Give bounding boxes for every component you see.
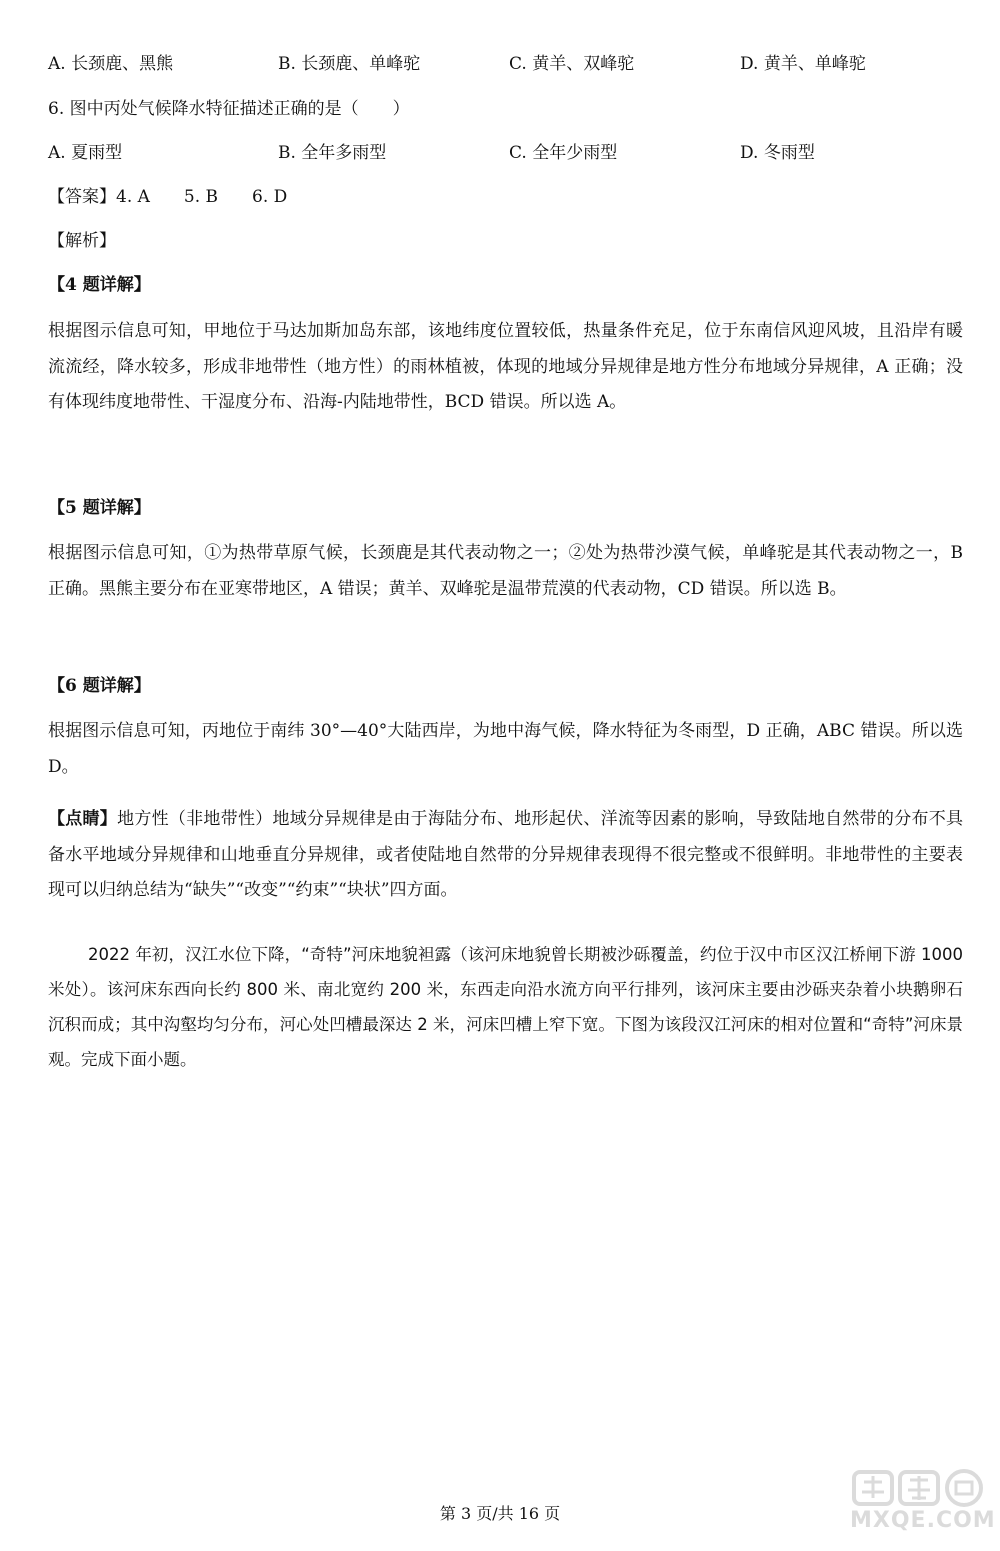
tip-label: 【点睛】 [48,809,118,829]
watermark-url: MXQE.COM [850,1508,996,1533]
page-number: 第 3 页/共 16 页 [439,1504,561,1523]
q5-detail-text: 根据图示信息可知，①为热带草原气候，长颈鹿是其代表动物之一；②处为热带沙漠气候，单峰驼是其代表动物之一，B 正确。黑熊主要分布在亚寒带地区，A 错误；黄羊、双峰驼是温带荒漠的代表动物，CD 错误。所以选 B。 [48,543,963,599]
q6-detail-heading: 【6 题详解】 [48,676,151,696]
watermark-logo [850,1468,996,1538]
q5-option-d: D. 黄羊、单峰驼 [740,54,866,74]
q6-detail-text: 根据图示信息可知，丙地位于南纬 30°—40°大陆西岸，为地中海气候，降水特征为冬雨型，D 正确，ABC 错误。所以选 D。 [48,721,963,777]
tip-paragraph [48,802,963,909]
q5-option-a: A. 长颈鹿、黑熊 [48,54,174,74]
q6-option-a: A. 夏雨型 [48,143,123,163]
answer-line: 【答案】4. A 5. B 6. D [48,187,288,207]
q5-detail-heading: 【5 题详解】 [48,498,151,518]
q5-option-c: C. 黄羊、双峰驼 [509,54,635,74]
analysis-label: 【解析】 [48,231,116,251]
q6-option-c: C. 全年少雨型 [509,143,618,163]
q4-detail-text: 根据图示信息可知，甲地位于马达加斯加岛东部，该地纬度位置较低，热量条件充足，位于东南信风迎风坡，且沿岸有暖流流经，降水较多，形成非地带性（地方性）的雨林植被，体现的地域分异规律是地方性分布地域分异规律，A 正确；没有体现纬度地带性、干湿度分布、沿海-内陆地带性，BCD 错误。所以选 A。 [48,321,963,412]
q4-detail-heading: 【4 题详解】 [48,275,151,295]
q6-stem: 6. 图中丙处气候降水特征描述正确的是（ ） [48,99,410,119]
q5-option-b: B. 长颈鹿、单峰驼 [278,54,421,74]
passage-text: 2022 年初，汉江水位下降，“奇特”河床地貌袒露（该河床地貌曾长期被沙砾覆盖，约位于汉中市区汉江桥闸下游 1000 米处）。该河床东西向长约 800 米、南北宽约 200 米，东西走向沿水流方向平行排列，该河床主要由沙砾夹杂着小块鹅卵石沉积而成；其中沟壑均匀分布，河心处凹槽最深达 2 米，河床凹槽上窄下宽。下图为该段汉江河床的相对位置和“奇特”河床景观。完成下面小题。 [48,945,963,1069]
tip-text: 地方性（非地带性）地域分异规律是由于海陆分布、地形起伏、洋流等因素的影响，导致陆地自然带的分布不具备水平地域分异规律和山地垂直分异规律，或者使陆地自然带的分异规律表现得不很完整或不很鲜明。非地带性的主要表现可以归纳总结为“缺失”“改变”“约束”“块状”四方面。 [48,809,963,900]
watermark-glyphs-icon [850,1468,990,1508]
q6-option-b: B. 全年多雨型 [278,143,387,163]
q6-option-d: D. 冬雨型 [740,143,815,163]
